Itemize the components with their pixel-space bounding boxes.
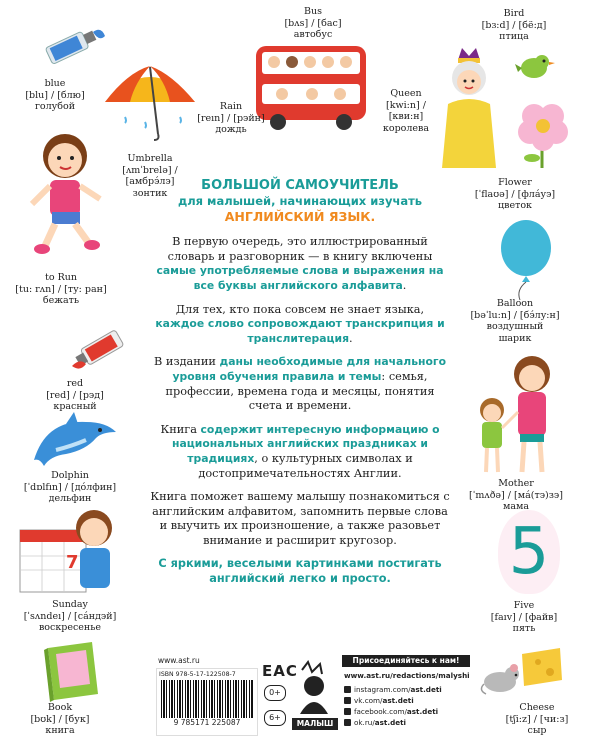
word-en: Queen — [390, 88, 422, 99]
word-to-run — [6, 272, 116, 307]
paragraph-4 — [150, 423, 450, 481]
word-en: Bus — [304, 6, 322, 17]
mother-child-icon — [462, 348, 566, 476]
sunday-calendar-icon — [16, 506, 120, 596]
word-book — [20, 702, 100, 737]
link-handle: ast.deti — [374, 718, 406, 727]
age-rating-0: 0+ — [264, 685, 286, 701]
word-ru: воскресенье — [38, 622, 102, 633]
dolphin-icon — [26, 410, 120, 474]
word-transcription: [reın] / [рэйн] — [197, 112, 265, 124]
word-en: Bird — [503, 8, 525, 19]
paragraph-5: Книга поможет вашему малышу познакомиться с английским алфавитом, запомнить первые слова и выучить их произношение, а также разовьет внимание и расширит кругозор. — [150, 490, 450, 547]
word-transcription: [bʌs] / [бас] — [284, 17, 342, 29]
word-en: Rain — [219, 101, 243, 112]
queen-icon — [434, 44, 504, 170]
word-ru: красный — [53, 401, 97, 412]
book-icon — [42, 640, 102, 704]
word-ru: зонтик — [132, 187, 168, 199]
book-title: БОЛЬШОЙ САМОУЧИТЕЛЬ — [201, 178, 399, 193]
facebook-icon — [344, 708, 351, 715]
word-ru: бежать — [42, 295, 80, 306]
word-transcription: [blu] / [блю] — [25, 89, 85, 101]
mouse-cheese-icon — [478, 646, 564, 698]
vk-icon — [344, 697, 351, 704]
paragraph-text-end: , о культурных символах и достопримечательностях Англии. — [198, 451, 413, 480]
word-ru: цветок — [498, 200, 532, 211]
word-transcription: [bəˈlu:n] / [бэ́лу:н] — [470, 309, 560, 321]
word-bird — [474, 8, 554, 43]
paragraph-3 — [150, 355, 450, 413]
word-queen — [374, 88, 438, 134]
word-en: Umbrella — [127, 153, 173, 164]
paragraph-6: С яркими, веселыми картинками постигать английский легко и просто. — [158, 557, 442, 586]
link-handle: ast.deti — [410, 685, 442, 694]
word-transcription: [tu: rʌn] / [ту: ран] — [15, 283, 107, 295]
word-transliteration: [кви:н] — [388, 111, 424, 122]
calendar-number: 7 — [66, 552, 79, 573]
word-dolphin — [10, 470, 130, 505]
paragraph-text-end: . — [402, 278, 407, 292]
word-transcription: [bɜ:d] / [бё:д] — [481, 19, 547, 31]
paragraph-2 — [150, 303, 450, 347]
book-subtitle: для малышей, начинающих изучать — [177, 194, 423, 208]
ok-link[interactable] — [344, 718, 406, 727]
word-en: red — [66, 378, 84, 389]
bird-icon — [514, 50, 556, 84]
link-handle: ast.deti — [406, 707, 439, 716]
link-prefix: instagram.com/ — [354, 685, 411, 694]
barcode-block — [156, 668, 258, 736]
facebook-link[interactable] — [344, 707, 438, 716]
word-en: blue — [44, 78, 66, 89]
paragraph-text: Книга — [160, 422, 201, 436]
paragraph-1 — [150, 235, 450, 293]
five-number: 5 — [508, 515, 550, 589]
word-transliteration: [амбрэ́лэ] — [125, 176, 175, 187]
publisher-name: МАЛЫШ — [292, 718, 338, 730]
word-cheese — [492, 702, 582, 737]
word-en: Book — [47, 702, 73, 713]
blue-paint-tube-icon — [38, 14, 108, 74]
flower-icon — [512, 98, 574, 170]
link-prefix: facebook.com/ — [354, 707, 407, 716]
join-banner: Присоединяйтесь к нам! — [342, 655, 470, 667]
link-prefix: ok.ru/ — [354, 718, 375, 727]
paragraph-highlight: самые употребляемые слова и выражения на все буквы английского алфавита — [156, 264, 444, 292]
word-transcription: [tʃi:z] / [чи:з] — [505, 713, 569, 725]
word-red — [30, 378, 120, 413]
isbn: ISBN 978-5-17-122508-7 — [159, 671, 236, 678]
redaction-link[interactable]: www.ast.ru/redactions/malyshi — [344, 671, 470, 680]
site-url[interactable]: www.ast.ru — [158, 656, 200, 665]
word-ru: воздушный — [486, 321, 544, 332]
paragraph-text: Для тех, кто пока совсем не знает языка, — [175, 302, 425, 316]
word-sunday — [10, 599, 130, 634]
word-transcription: [faıv] / [файв] — [490, 611, 558, 623]
barcode-digits: 9 785171 225087 — [173, 718, 241, 727]
vk-link[interactable] — [344, 696, 414, 705]
ok-icon — [344, 719, 351, 726]
word-mother — [456, 478, 576, 513]
word-ru: пять — [512, 623, 536, 634]
book-subtitle-highlight: АНГЛИЙСКИЙ ЯЗЫК. — [224, 208, 376, 224]
word-en: Five — [513, 600, 535, 611]
word-en: Balloon — [496, 298, 534, 309]
link-handle: ast.deti — [382, 696, 414, 705]
word-en: Mother — [498, 478, 534, 489]
paragraph-highlight: содержит интересную информацию о национальных английских праздниках и традициях — [172, 422, 440, 465]
paragraph-text-end: . — [349, 331, 353, 345]
word-transcription: [ˈflaʊə] / [фла́уэ] — [474, 188, 556, 200]
barcode — [161, 680, 253, 718]
word-transcription: [bʊk] / [бук] — [30, 713, 90, 725]
word-ru-2: шарик — [498, 332, 532, 344]
word-ru: автобус — [293, 29, 333, 40]
main-description — [150, 178, 450, 596]
instagram-link[interactable] — [344, 685, 442, 694]
word-ru: книга — [45, 725, 75, 736]
word-transcription: [ˈsʌndeı] / [са́ндэй] — [23, 610, 117, 622]
word-en: Cheese — [519, 702, 555, 713]
age-rating-6: 6+ — [264, 710, 286, 726]
running-girl-icon — [20, 124, 120, 264]
word-flower — [460, 177, 570, 212]
word-transcription: [ˈdɒlfın] / [до́лфин] — [23, 481, 117, 493]
word-transcription: [kwi:n] / — [386, 99, 426, 111]
paragraph-text-end: : семья, профессии, времена года и месяцы, понятия счета и времени. — [165, 369, 435, 413]
paragraph-highlight: даны необходимые для начального уровня обучения правила и темы — [172, 355, 446, 383]
word-ru: голубой — [34, 101, 76, 112]
word-rain — [186, 101, 276, 136]
word-transcription: [ˈmʌðə] / [ма́(тэ)зэ] — [469, 489, 563, 501]
word-ru: дождь — [215, 124, 247, 135]
paragraph-text: В первую очередь, это иллюстрированный словарь и разговорник — в книгу включены — [167, 235, 433, 263]
word-ru: королева — [382, 122, 430, 134]
word-blue — [20, 78, 90, 113]
word-ru: сыр — [527, 725, 547, 736]
word-en: Flower — [498, 177, 532, 188]
red-paint-tube-icon — [68, 322, 138, 372]
link-prefix: vk.com/ — [354, 696, 383, 705]
eac-mark: EAC — [262, 662, 298, 680]
five-card — [498, 510, 560, 594]
word-transcription: [red] / [рэд] — [46, 389, 104, 401]
balloon-icon — [488, 218, 558, 304]
word-en: Dolphin — [51, 470, 89, 481]
word-bus — [268, 6, 358, 41]
word-ru: птица — [499, 31, 529, 42]
word-five — [474, 600, 574, 635]
word-en: Sunday — [52, 599, 88, 610]
word-ru: мама — [502, 501, 530, 512]
paragraph-text: В издании — [154, 355, 220, 369]
paragraph-highlight: каждое слово сопровождают транскрипция и транслитерация — [155, 317, 445, 345]
word-en: to Run — [45, 272, 77, 283]
publisher-logo-icon — [292, 660, 336, 718]
word-transcription: [ʌmˈbrelə] / — [122, 164, 178, 176]
word-balloon — [456, 298, 574, 344]
instagram-icon — [344, 686, 351, 693]
word-ru: дельфин — [48, 493, 92, 504]
